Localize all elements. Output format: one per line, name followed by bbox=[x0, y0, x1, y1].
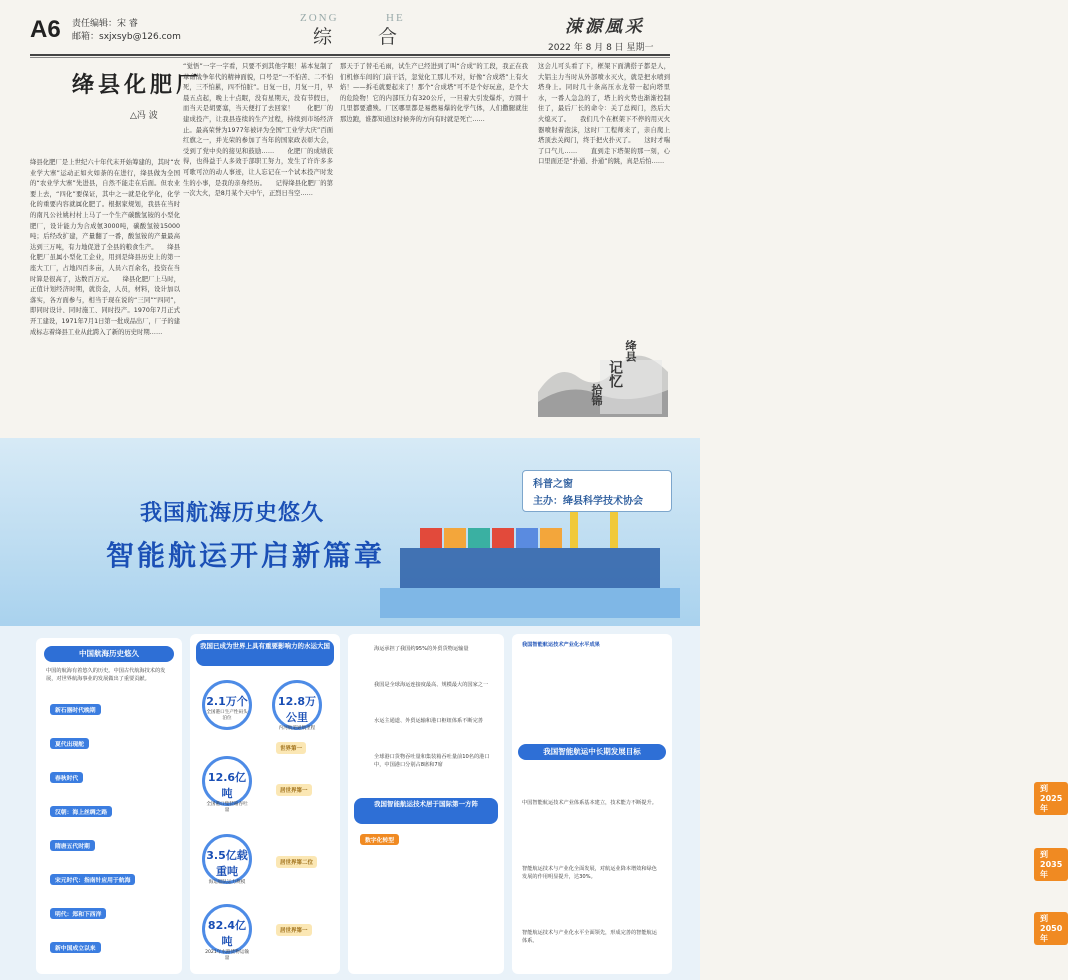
section-title-2: 合 bbox=[378, 26, 398, 48]
stat-badge-1: 世界第一 bbox=[276, 742, 306, 754]
stat-value: 3.5亿载重吨 bbox=[206, 849, 248, 878]
header-rule-thin bbox=[30, 57, 670, 58]
goal-text-2035: 智能航运技术与产业化全面发展，对航运业降本增效和绿色发展的作用明显提升，达30%。 bbox=[522, 866, 657, 880]
stat-label: 内河航道通航里程 bbox=[278, 726, 316, 731]
article-column-4: 这会儿可头看了下，框架下面满搭子都是人，大铝主力当时从外部喷水灭火，就是把水喷到塔身上。同时几十条高压水龙带一起向塔里水，一番人急急的了，塔上的火势也渐渐控制住了，最后厂长的命令：关了总阀门，然后大火熄灭了。 我们几个在框架下不停的用灭火器喷射着泡沫，这时厂工程师来了，亲自爬上塔顶去关阀门，终于把火扑灭了。 这时才喘了口气儿…… 直到走下塔架的那一刻，心口里面还是“扑通、扑通”的跳，真是后怕…… bbox=[538, 63, 670, 166]
info-banner bbox=[0, 438, 700, 626]
history-intro: 中国的航海有着悠久的历史。中国古代航海技术的发展，对世界航海事业的发展做出了重要贡献。 bbox=[46, 668, 166, 682]
column-name: 涑源風采 bbox=[565, 17, 645, 37]
shipping-line-4: 全球港口货物吞吐量和集装箱吞吐量前10名的港口中，中国港口分别占8席和7席 bbox=[374, 754, 490, 768]
goals-panel-title: 我国智能航运中长期发展目标 bbox=[518, 744, 666, 760]
shipping-line-3: 水运主通道、外贸运输和港口枢纽体系不断完善 bbox=[374, 718, 483, 724]
banner-headline-1: 我国航海历史悠久 bbox=[140, 501, 325, 526]
stat-value: 12.8万公里 bbox=[277, 695, 317, 724]
stat-badge-2: 居世界第一 bbox=[276, 784, 312, 796]
history-tag-6: 宋元时代：指南针应用于航海 bbox=[50, 874, 135, 885]
article-byline: △冯 波 bbox=[130, 111, 158, 121]
history-tag-4: 汉朝：海上丝绸之路 bbox=[50, 806, 112, 817]
history-tag-3: 春秋时代 bbox=[50, 772, 83, 783]
goal-text-2025: 中国智能航运技术产业体系基本建立，技术能力不断提升。 bbox=[522, 800, 657, 806]
illustration-caption-2: 记忆 bbox=[607, 360, 623, 388]
goal-year-2025: 到2025年 bbox=[1034, 782, 1068, 815]
illustration-caption-1: 绛县 bbox=[624, 340, 637, 362]
history-panel-title: 中国航海历史悠久 bbox=[44, 646, 174, 662]
stats-panel bbox=[190, 634, 340, 974]
article-title: 绛县化肥厂 bbox=[72, 72, 203, 98]
sponsor-box bbox=[522, 470, 672, 512]
stat-circle-fleet bbox=[202, 834, 252, 884]
digital-transform-tag: 数字化转型 bbox=[360, 834, 399, 845]
header-rule bbox=[30, 54, 670, 56]
page-header bbox=[0, 0, 700, 56]
editor-email: 邮箱：sxjxsyb@126.com bbox=[72, 32, 181, 42]
stat-label: 2021年水路货物运输量 bbox=[205, 950, 249, 961]
shipping-line-2: 我国是全球海运连接度最高、规模最大的国家之一 bbox=[374, 682, 489, 688]
history-panel bbox=[36, 638, 182, 974]
infographic bbox=[0, 438, 1063, 980]
history-tag-1: 新石器时代晚期 bbox=[50, 704, 101, 715]
goal-text-2050: 智能航运技术与产业化水平全面领先，形成完善的智能航运体系。 bbox=[522, 930, 657, 944]
history-tag-5: 隋唐五代时期 bbox=[50, 840, 95, 851]
goals-panel bbox=[512, 634, 1063, 974]
issue-date: 2022 年 8 月 8 日 星期一 bbox=[548, 43, 654, 53]
stat-circle-berths bbox=[202, 680, 252, 730]
article-column-2: “觉悟”一字一字看，只要不到其他字眼！基本复制了革命战争年代的精神面貌，口号是“一不怕苦、二不怕死，三不怕累，四不怕脏”。日复一日，月复一月，早晨五点起，晚上十点眠，没有星期天，没有节假日，而当天是胡要塞，当天便打了去回家！ 化肥厂的建成投产，让我县连续的生产过程，持续到市场经济止。最高荣誉为1977年被评为全国“工业学大庆”百面红旗之一，并光荣的参加了当年的国家政表彰大会，受到了党中央的接见和鼓励…… 化肥厂的成绩获得，也得益于人多效于部职工努力，发生了许许多多可歌可泣的动人事迹，让人忘记在一个试本投产时发生的小事，是我的亲身经历。 记得绛县化肥厂的第一次大火，是8月某个天中午，正烈日当空…… bbox=[183, 63, 333, 198]
sponsor-organizer: 主办：绛县科学技术协会 bbox=[533, 496, 643, 507]
history-tag-2: 夏代出现舵 bbox=[50, 738, 89, 749]
shipping-panel bbox=[348, 634, 504, 974]
goals-panel-head: 我国智能航运技术产业化水平成果 bbox=[522, 642, 600, 648]
sponsor-title: 科普之窗 bbox=[533, 479, 573, 490]
section-title-1: 综 bbox=[313, 26, 333, 48]
stat-label: 全国港口生产性码头泊位 bbox=[206, 710, 248, 721]
stat-circle-cargo bbox=[202, 904, 252, 961]
page-number: A6 bbox=[30, 16, 61, 43]
stat-badge-3: 居世界第二位 bbox=[276, 856, 317, 868]
stat-value: 82.4亿吨 bbox=[207, 919, 247, 948]
goal-year-2035: 到2035年 bbox=[1034, 848, 1068, 881]
banner-headline-2: 智能航运开启新篇章 bbox=[106, 539, 386, 572]
stat-label: 全国港口集装箱吞吐量 bbox=[206, 802, 248, 813]
editor-name: 责任编辑：宋 睿 bbox=[72, 19, 138, 29]
stats-panel-title: 我国已成为世界上具有重要影响力的水运大国 bbox=[196, 640, 334, 666]
stat-circle-containers bbox=[202, 756, 252, 813]
illustration-caption-3: 拾锦 bbox=[590, 384, 603, 406]
article-column-3: 那天于了替毛毛雨，试生产已经进到了叫“合成”的工段，我正在我们机修车间的门前干活，忽觉化工那儿不对，好像“合成塔”上有火焰！——拆毛就要起来了！那个“合成塔”可不是个好玩意，是个大的危险物！它的内部压力有320公斤，一旦着大引发爆炸，方圆十几里都要遭殃。厂区哪里都是易燃易爆的化学气体，人们撒腿就往那边跑，谁都知道这时候奔的方向有时就是死亡…… bbox=[340, 63, 528, 123]
section-pinyin-1: ZONG bbox=[300, 12, 339, 24]
article-column-1: 绛县化肥厂是上世纪六十年代末开始筹建的，其时“农业学大寨”运动正如火如荼的在进行，绛县做为全国的“农业学大寨”先进县，自然不能走在后面。但农业要上去，“四化”要保证，其中之一就是化学化，化学化的重要内容就属化肥了。根据家规划，我县在当时的南凡公社姚村村上马了一个生产碳酸氢铵的小型化肥厂，设计能力为合成氨3000吨，碳酸氢铵15000吨；后经改扩建，产量翻了一番，酸氢铵的产量最高达到三万吨，有力地促进了全县的粮食生产。 绛县化肥厂虽属小型化工企业，用到是绛县历史上的第一座大工厂，占地四百多亩，人员六百余名，投资在当时算是很高了，达数百万元。 绛县化肥厂上马时，正值计划经济时期，就资金，人员，材料，设计加以落实，各方面参与，相当于现在说的“三同”“四同”，即同时设计、同时施工、同时投产。1970年7月正式开工建设，1971年7月1日第一批成品出厂，厂子的建成标志着绛县工业从此跨入了新的历史时期…… bbox=[30, 159, 180, 336]
editor-info bbox=[72, 18, 181, 44]
goal-year-2050: 到2050年 bbox=[1034, 912, 1068, 945]
stat-value: 12.6亿吨 bbox=[207, 771, 247, 800]
shipping-line-1: 海运承担了我国约95%的外贸货物运输量 bbox=[374, 646, 469, 652]
history-tag-7: 明代：郑和下西洋 bbox=[50, 908, 106, 919]
stat-value: 2.1万个 bbox=[206, 695, 248, 708]
smart-tech-title: 我国智能航运技术居于国际第一方阵 bbox=[354, 798, 498, 824]
history-tag-8: 新中国成立以来 bbox=[50, 942, 101, 953]
stat-circle-waterways bbox=[272, 680, 322, 730]
stat-label: 海运船队运力规模 bbox=[208, 880, 246, 885]
section-pinyin-2: HE bbox=[386, 12, 405, 24]
stat-badge-4: 居世界第一 bbox=[276, 924, 312, 936]
